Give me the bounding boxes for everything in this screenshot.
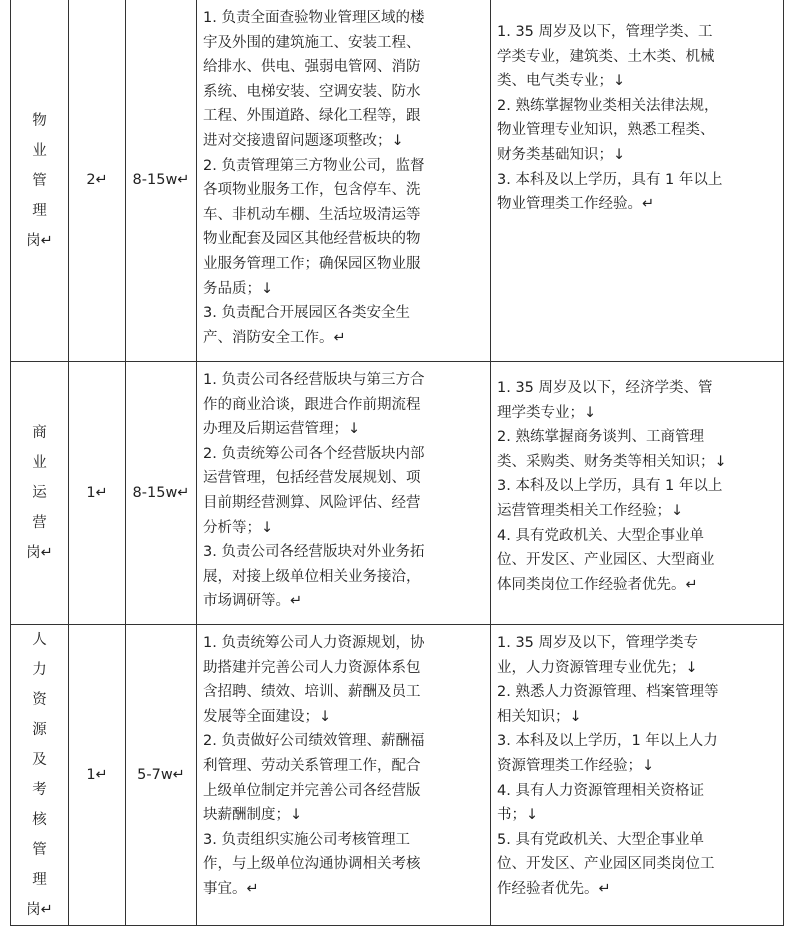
- requirements: 1. 35 周岁及以下，管理学类、工 学类专业，建筑类、土木类、机械 类、电气类专业；↓ 2. 熟练掌握物业类相关法律法规， 物业管理专业知识，熟悉工程类、 财务类基础知识；↓ 3. 本科及以上学历，具有 1 年以上 物业管理类工作经验。↵: [491, 0, 784, 362]
- table-row: [11, 0, 784, 362]
- duties: 1. 负责统筹公司人力资源规划，协 助搭建并完善公司人力资源体系包 含招聘、绩效、培训、薪酬及员工 发展等全面建设；↓ 2. 负责做好公司绩效管理、薪酬福 利管理、劳动关系管理工作，配合 上级单位制定并完善公司各经营版 块薪酬制度；↓ 3. 负责组织实施公司考核管理工 作，与上级单位沟通协调相关考核 事宜。↵: [197, 625, 491, 926]
- position-name: 商 业 运 营 岗↵: [11, 362, 69, 625]
- headcount: 1↵: [69, 625, 126, 926]
- salary: 8-15w↵: [126, 0, 197, 362]
- position-name: 人 力 资 源 及 考 核 管 理 岗↵: [11, 625, 69, 926]
- duties: 1. 负责全面查验物业管理区域的楼 宇及外围的建筑施工、安装工程、 给排水、供电、强弱电管网、消防 系统、电梯安装、空调安装、防水 工程、外围道路、绿化工程等，跟 进对交接遗留问题逐项整改；↓ 2. 负责管理第三方物业公司，监督 各项物业服务工作，包含停车、洗 车、非机动车棚、生活垃圾清运等 物业配套及园区其他经营板块的物 业服务管理工作；确保园区物业服 务品质；↓ 3. 负责配合开展园区各类安全生 产、消防安全工作。↵: [197, 0, 491, 362]
- table-row: [11, 625, 784, 926]
- table-row: [11, 362, 784, 625]
- salary: 8-15w↵: [126, 362, 197, 625]
- headcount: 2↵: [69, 0, 126, 362]
- salary: 5-7w↵: [126, 625, 197, 926]
- job-positions-table: [10, 0, 784, 926]
- headcount: 1↵: [69, 362, 126, 625]
- requirements: 1. 35 周岁及以下，管理学类专 业，人力资源管理专业优先；↓ 2. 熟悉人力资源管理、档案管理等 相关知识；↓ 3. 本科及以上学历，1 年以上人力 资源管理类工作经验；↓ 4. 具有人力资源管理相关资格证 书；↓ 5. 具有党政机关、大型企事业单 位、开发区、产业园区同类岗位工 作经验者优先。↵: [491, 625, 784, 926]
- requirements: 1. 35 周岁及以下，经济学类、管 理学类专业；↓ 2. 熟练掌握商务谈判、工商管理 类、采购类、财务类等相关知识；↓ 3. 本科及以上学历，具有 1 年以上 运营管理类相关工作经验；↓ 4. 具有党政机关、大型企事业单 位、开发区、产业园区、大型商业 体同类岗位工作经验者优先。↵: [491, 362, 784, 625]
- duties: 1. 负责公司各经营版块与第三方合 作的商业洽谈，跟进合作前期流程 办理及后期运营管理；↓ 2. 负责统筹公司各个经营版块内部 运营管理，包括经营发展规划、项 目前期经营测算、风险评估、经营 分析等；↓ 3. 负责公司各经营版块对外业务拓 展，对接上级单位相关业务接洽， 市场调研等。↵: [197, 362, 491, 625]
- position-name: 物 业 管 理 岗↵: [11, 0, 69, 362]
